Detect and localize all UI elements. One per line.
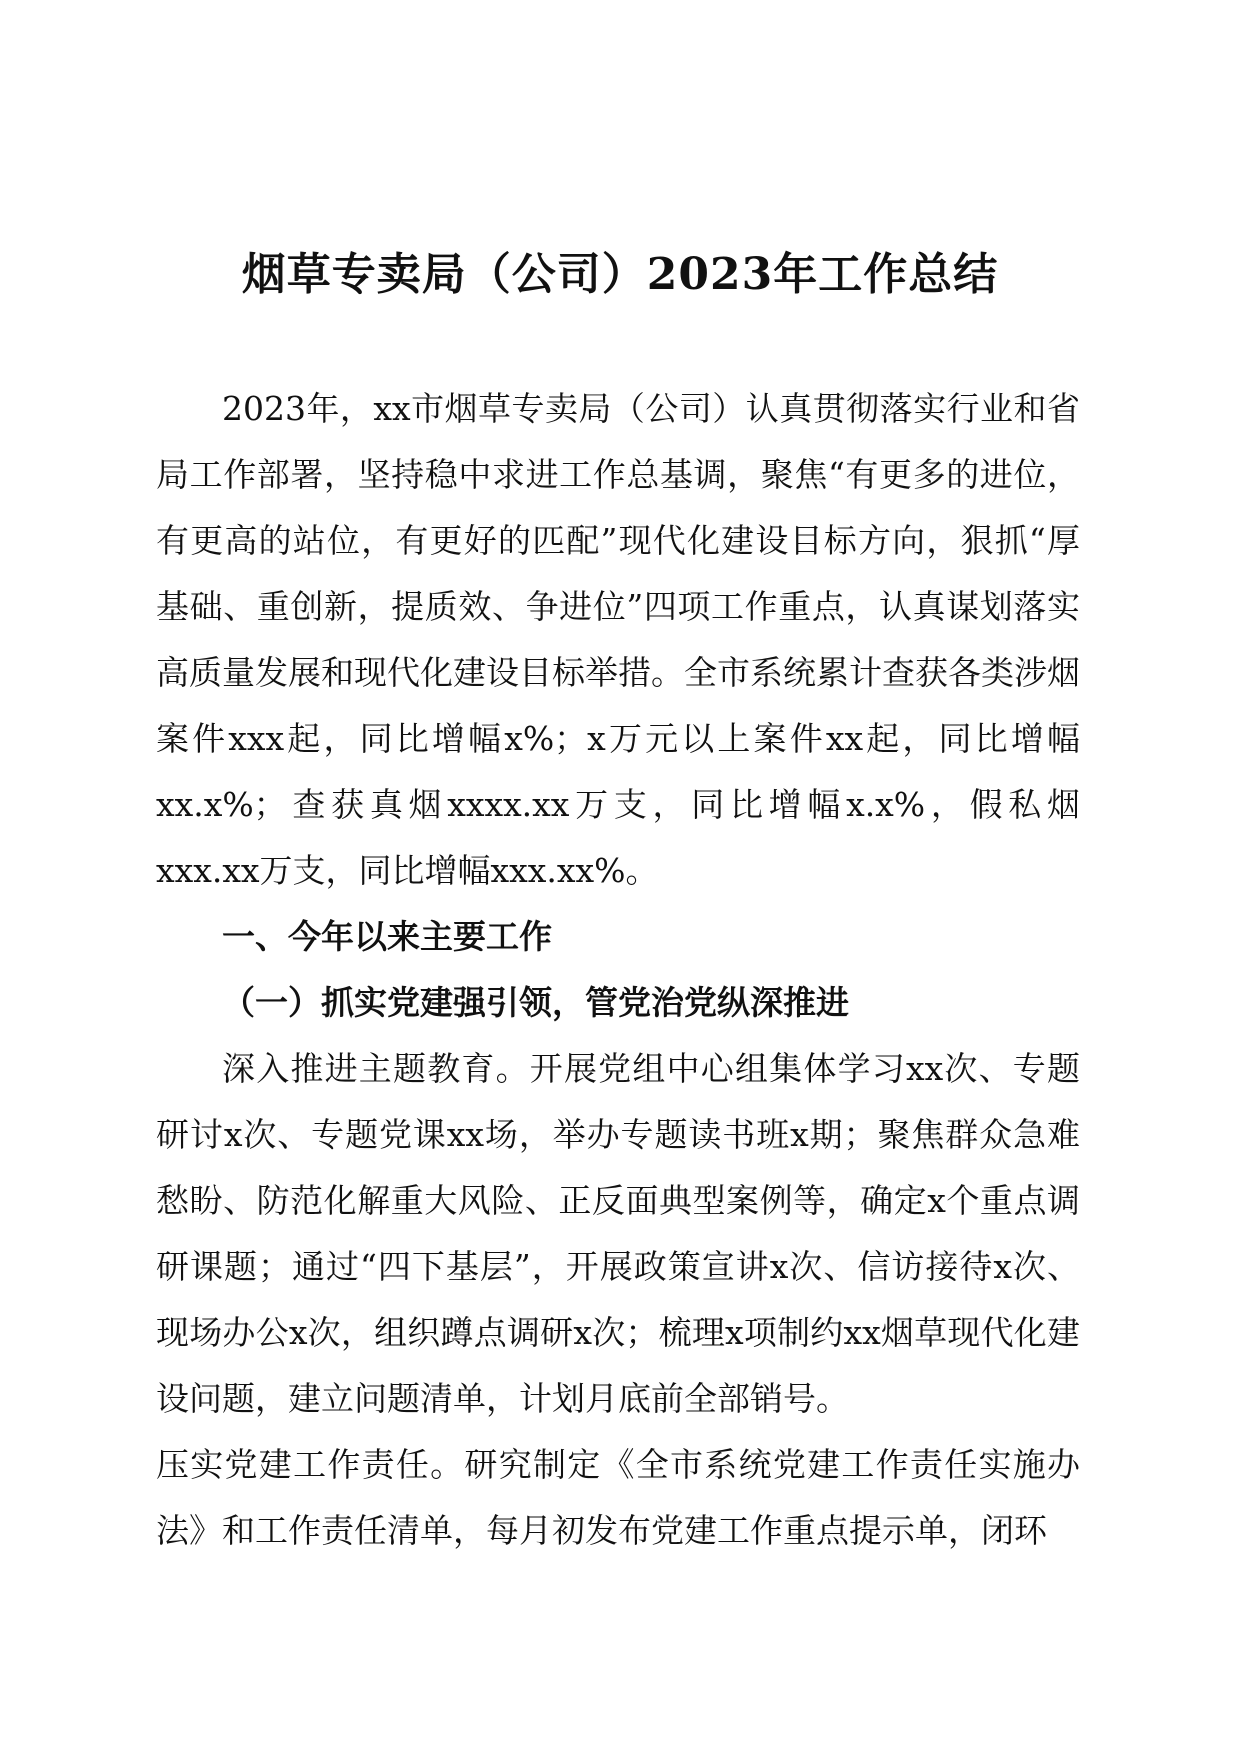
body-paragraph-1: 深入推进主题教育。开展党组中心组集体学习xx次、专题研讨x次、专题党课xx场，举办专题读书班x期；聚焦群众急难愁盼、防范化解重大风险、正反面典型案例等，确定x个重点调研课题；通过“四下基层”，开展政策宣讲x次、信访接待x次、现场办公x次，组织蹲点调研x次；梳理x项制约xx烟草现代化建设问题，建立问题清单，计划月底前全部销号。 xyxy=(156,1049,1080,1418)
section-heading-1: 一、今年以来主要工作 xyxy=(222,917,552,956)
body-paragraph-2: 压实党建工作责任。研究制定《全市系统党建工作责任实施办法》和工作责任清单，每月初发布党建工作重点提示单，闭环 xyxy=(156,1445,1080,1550)
subsection-heading-1: （一）抓实党建强引领，管党治党纵深推进 xyxy=(222,983,849,1022)
intro-paragraph: 2023年，xx市烟草专卖局（公司）认真贯彻落实行业和省局工作部署，坚持稳中求进工作总基调，聚焦“有更多的进位，有更高的站位，有更好的匹配”现代化建设目标方向，狠抓“厚基础、重创新，提质效、争进位”四项工作重点，认真谋划落实高质量发展和现代化建设目标举措。全市系统累计查获各类涉烟案件xxx起，同比增幅x%；x万元以上案件xx起，同比增幅xx.x%；查获真烟xxxx.xx万支，同比增幅x.x%，假私烟xxx.xx万支，同比增幅xxx.xx%。 xyxy=(156,389,1080,890)
document-title: 烟草专卖局（公司）2023年工作总结 xyxy=(241,249,999,300)
document-body xyxy=(156,376,1080,1564)
